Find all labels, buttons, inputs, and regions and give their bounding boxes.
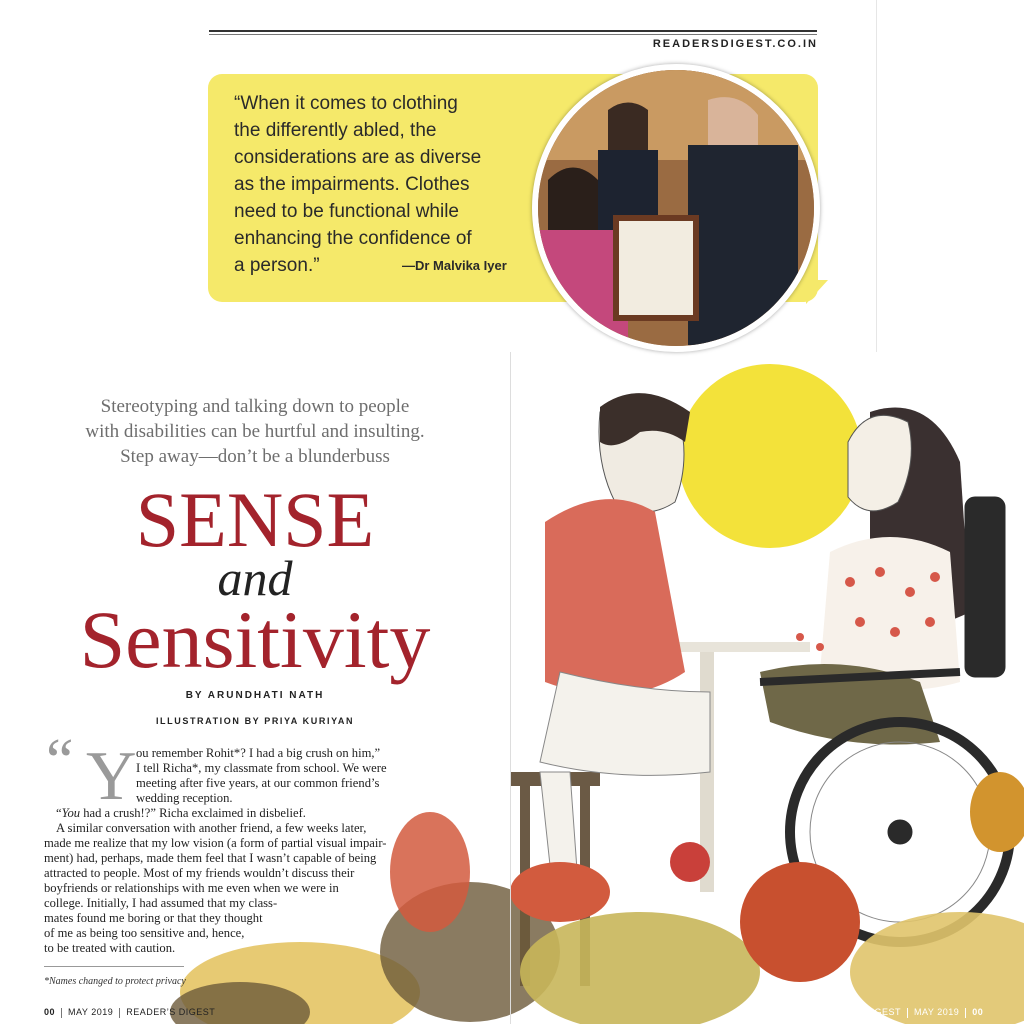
issue-date: MAY 2019 <box>68 1007 114 1017</box>
body-line: A similar conversation with another friend, a few weeks later, <box>56 821 367 835</box>
header-rule-thin <box>209 34 817 35</box>
paragraph: “You had a crush!?” Richa exclaimed in disbelief. <box>56 806 306 820</box>
publication-name: READER’S DIGEST <box>126 1007 216 1017</box>
paragraph-text: had a crush!?” Richa exclaimed in disbelief. <box>80 806 306 820</box>
body-line: made me realize that my low vision (a form of partial visual impair- <box>44 836 387 850</box>
body-line: boyfriends or relationships with me even when we were in <box>44 881 339 895</box>
issue-date: MAY 2019 <box>914 1007 960 1017</box>
page-number: 00 <box>44 1007 56 1017</box>
quote-line: need to be functional while <box>234 201 459 222</box>
quote-line: the differently abled, the <box>234 120 437 141</box>
body-line: attracted to people. Most of my friends wouldn’t discuss their <box>44 866 355 880</box>
quote-tail <box>806 280 828 304</box>
photo-image <box>538 70 814 346</box>
title-sensitivity: Sensitivity <box>79 594 431 685</box>
quote-line: enhancing the confidence of <box>234 228 472 249</box>
quote-line: “When it comes to clothing <box>234 93 458 114</box>
right-margin <box>876 0 1024 352</box>
quote-line: a person.” <box>234 255 320 276</box>
body-line: mates found me boring or that they thought <box>44 911 263 925</box>
footnote: *Names changed to protect privacy <box>44 976 186 987</box>
title-and: and <box>217 550 293 606</box>
body-line: college. Initially, I had assumed that my class- <box>44 896 278 910</box>
quote-line: considerations are as diverse <box>234 147 482 168</box>
body-text <box>44 806 404 956</box>
illustration-credit: ILLUSTRATION BY PRIYA KURIYAN <box>155 716 355 726</box>
quote-line: as the impairments. Clothes <box>234 174 470 195</box>
pull-quote <box>234 90 534 279</box>
award-photo <box>532 64 820 352</box>
article-deck <box>40 394 470 469</box>
body-line: wedding reception. <box>136 791 233 805</box>
body-opening <box>136 746 400 806</box>
deck-line: Stereotyping and talking down to people <box>100 396 410 417</box>
drop-cap: Y <box>86 738 137 815</box>
footnote-rule <box>44 966 184 967</box>
body-line: to be treated with caution. <box>44 941 176 955</box>
site-url: READERSDIGEST.CO.IN <box>652 38 818 50</box>
body-line: meeting after five years, at our common friend’s <box>136 776 380 790</box>
paragraph <box>44 821 404 836</box>
emphasis: You <box>61 806 81 820</box>
header-rule <box>209 30 817 32</box>
body-line: of me as being too sensitive and, hence, <box>44 926 245 940</box>
deck-line: with disabilities can be hurtful and insulting. <box>85 421 425 442</box>
body-line: ment) had, perhaps, made them feel that I wasn’t capable of being <box>44 851 377 865</box>
drop-quote-mark: “ <box>46 727 74 795</box>
page-number: 00 <box>972 1007 984 1017</box>
publication-name: READER’S DIGEST <box>812 1007 902 1017</box>
sun-shape <box>678 364 862 548</box>
deck-line: Step away—don’t be a blunderbuss <box>120 446 390 467</box>
folio-right <box>812 1007 983 1018</box>
title-sense: SENSE <box>135 476 375 563</box>
byline: BY ARUNDHATI NATH <box>185 690 325 701</box>
quote-attribution: —Dr Malvika Iyer <box>402 258 507 273</box>
folio-left <box>44 1007 215 1018</box>
spread-gutter <box>510 352 511 1024</box>
body-line: ou remember Rohit*? I had a big crush on him,” <box>136 746 381 760</box>
body-line: I tell Richa*, my classmate from school. We were <box>136 761 387 775</box>
